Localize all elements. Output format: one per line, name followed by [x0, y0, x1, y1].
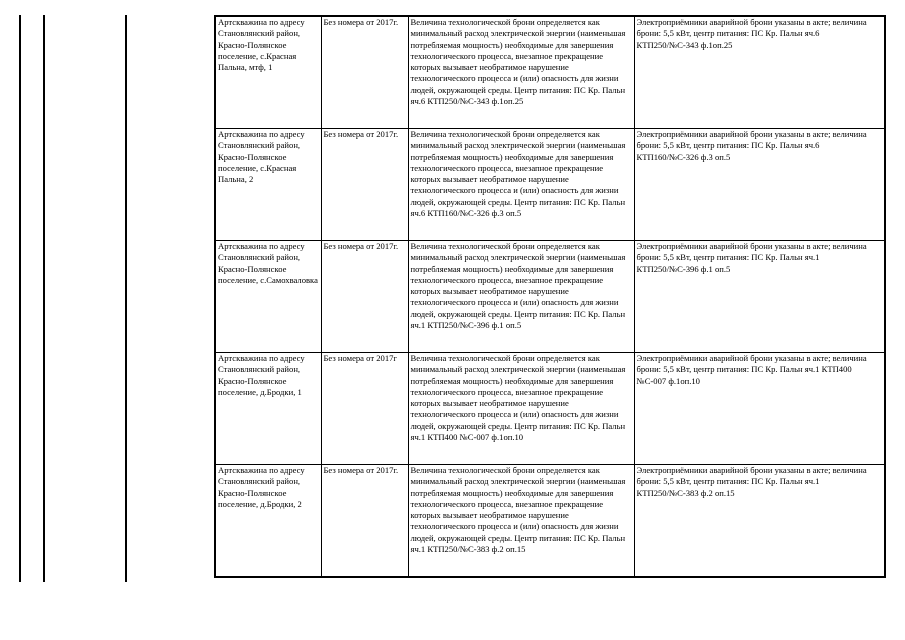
emergency-reserve-cell: Электроприёмники аварийной брони указаны в акте; величина брони: 5,5 кВт, центр питания: ПС Кр. Пальн яч.1 КТП250/№С-396 ф.1 оп.5: [634, 241, 885, 353]
left-border-line-1: [19, 15, 21, 582]
emergency-reserve-cell: Электроприёмники аварийной брони указаны в акте; величина брони: 5,5 кВт, центр питания: ПС Кр. Пальн яч.6 КТП160/№С-326 ф.3 оп.5: [634, 129, 885, 241]
table-row: [215, 353, 885, 465]
object-address-cell: Артскважина по адресу Становлянский район, Красно-Полянское поселение, с.Самохваловка: [215, 241, 321, 353]
tech-reserve-description-cell: Величина технологической брони определяется как минимальный расход электрической энергии (наименьшая потребляемая мощность) необходимые для завершения технологического процесса, внезапное прекращение которых вызывает необратимое нарушение технологического процесса и (или) опасность для жизни людей, окружающей среды. Центр питания: ПС Кр. Пальн яч.6 КТП160/№С-326 ф.3 оп.5: [408, 129, 634, 241]
table-row: [215, 129, 885, 241]
act-number-cell: Без номера от 2017г.: [321, 129, 408, 241]
table-row: [215, 465, 885, 578]
act-number-cell: Без номера от 2017г.: [321, 241, 408, 353]
emergency-reserve-cell: Электроприёмники аварийной брони указаны в акте; величина брони: 5,5 кВт, центр питания: ПС Кр. Пальн яч.1 КТП400 №С-007 ф.1оп.10: [634, 353, 885, 465]
emergency-reserve-cell: Электроприёмники аварийной брони указаны в акте; величина брони: 5,5 кВт, центр питания: ПС Кр. Пальн яч.6 КТП250/№С-343 ф.1оп.25: [634, 16, 885, 129]
emergency-reserve-cell: Электроприёмники аварийной брони указаны в акте; величина брони: 5,5 кВт, центр питания: ПС Кр. Пальн яч.1 КТП250/№С-383 ф.2 оп.15: [634, 465, 885, 578]
object-address-cell: Артскважина по адресу Становлянский район, Красно-Полянское поселение, д.Бродки, 2: [215, 465, 321, 578]
object-address-cell: Артскважина по адресу Становлянский район, Красно-Полянское поселение, с.Красная Пальна, мтф, 1: [215, 16, 321, 129]
act-number-cell: Без номера от 2017г.: [321, 16, 408, 129]
reserve-acts-table: [214, 15, 886, 578]
left-border-line-3: [125, 15, 127, 582]
tech-reserve-description-cell: Величина технологической брони определяется как минимальный расход электрической энергии (наименьшая потребляемая мощность) необходимые для завершения технологического процесса, внезапное прекращение которых вызывает необратимое нарушение технологического процесса и (или) опасность для жизни людей, окружающей среды. Центр питания: ПС Кр. Пальн яч.6 КТП250/№С-343 ф.1оп.25: [408, 16, 634, 129]
tech-reserve-description-cell: Величина технологической брони определяется как минимальный расход электрической энергии (наименьшая потребляемая мощность) необходимые для завершения технологического процесса, внезапное прекращение которых вызывает необратимое нарушение технологического процесса и (или) опасность для жизни людей, окружающей среды. Центр питания: ПС Кр. Пальн яч.1 КТП250/№С-396 ф.1 оп.5: [408, 241, 634, 353]
table-row: [215, 241, 885, 353]
act-number-cell: Без номера от 2017г: [321, 353, 408, 465]
act-number-cell: Без номера от 2017г.: [321, 465, 408, 578]
object-address-cell: Артскважина по адресу Становлянский район, Красно-Полянское поселение, с.Красная Пальна, 2: [215, 129, 321, 241]
left-border-line-2: [43, 15, 45, 582]
object-address-cell: Артскважина по адресу Становлянский район, Красно-Полянское поселение, д.Бродки, 1: [215, 353, 321, 465]
tech-reserve-description-cell: Величина технологической брони определяется как минимальный расход электрической энергии (наименьшая потребляемая мощность) необходимые для завершения технологического процесса, внезапное прекращение которых вызывает необратимое нарушение технологического процесса и (или) опасность для жизни людей, окружающей среды. Центр питания: ПС Кр. Пальн яч.1 КТП250/№С-383 ф.2 оп.15: [408, 465, 634, 578]
tech-reserve-description-cell: Величина технологической брони определяется как минимальный расход электрической энергии (наименьшая потребляемая мощность) необходимые для завершения технологического процесса, внезапное прекращение которых вызывает необратимое нарушение технологического процесса и (или) опасность для жизни людей, окружающей среды. Центр питания: ПС Кр. Пальн яч.1 КТП400 №С-007 ф.1оп.10: [408, 353, 634, 465]
table-row: [215, 16, 885, 129]
